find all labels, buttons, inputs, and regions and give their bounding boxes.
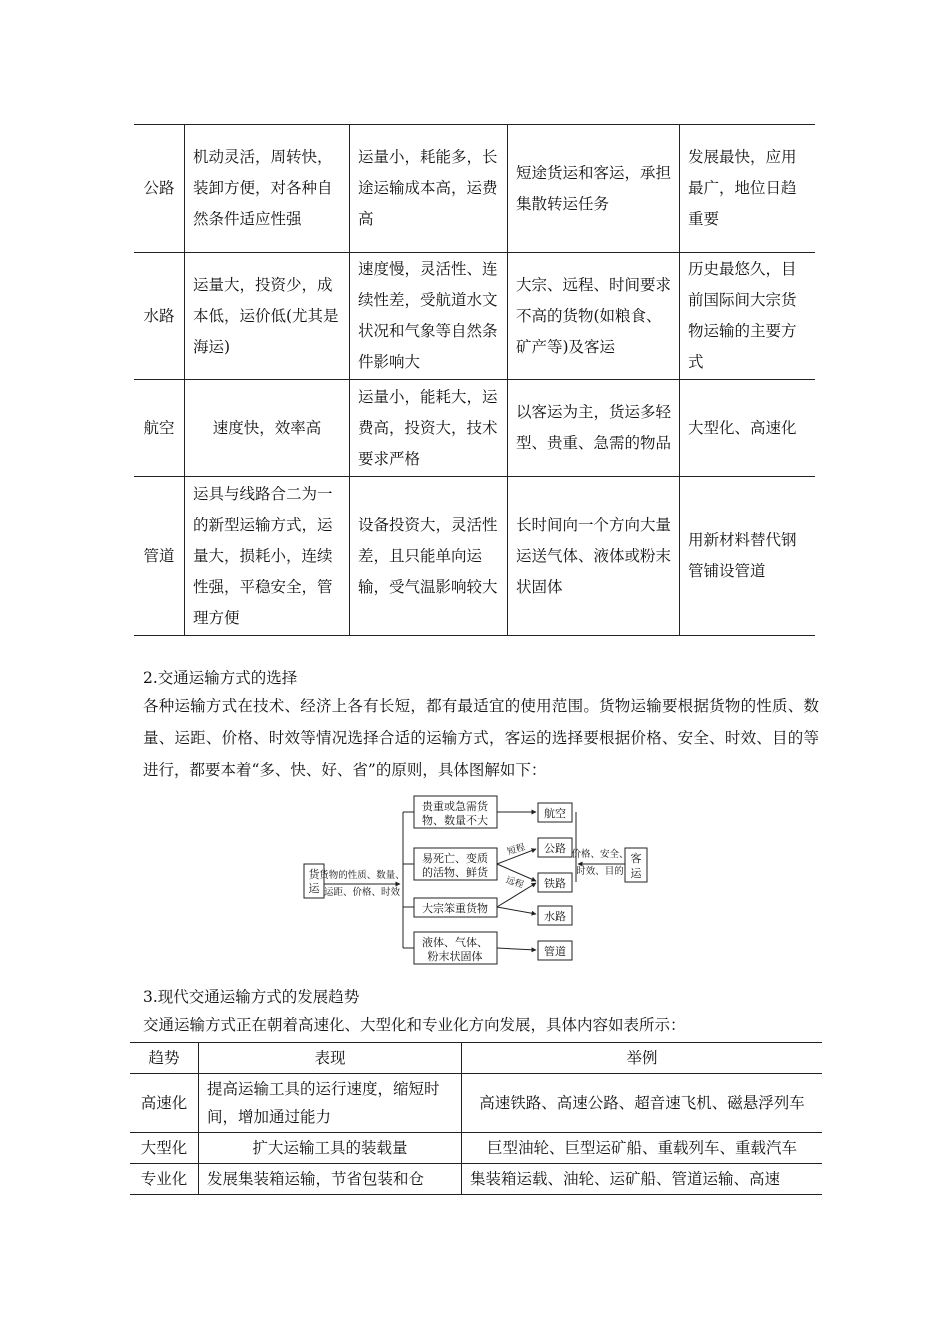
passenger-factors-line2: 时效、目的 xyxy=(576,866,624,877)
advantage-cell: 机动灵活，周转快，装卸方便，对各种自然条件适应性强 xyxy=(185,125,350,253)
disadvantage-cell: 速度慢，灵活性、连续性差，受航道水文状况和气象等自然条件影响大 xyxy=(350,253,508,380)
cargo-factors-line2: 运距、价格、时效 xyxy=(323,887,401,898)
mode-cell: 公路 xyxy=(134,125,185,253)
goods-line1: 液体、气体、 xyxy=(422,936,488,949)
performance-cell: 扩大运输工具的装载量 xyxy=(199,1133,462,1164)
column-header: 表现 xyxy=(199,1043,462,1074)
trend-cell: 专业化 xyxy=(130,1164,199,1195)
mode-label: 管道 xyxy=(544,945,566,958)
advantage-cell: 运具与线路合二为一的新型运输方式，运量大，损耗小，连续性强，平稳安全，管理方便 xyxy=(185,477,350,636)
table-row xyxy=(134,253,815,380)
goods-line2: 物、数量不大 xyxy=(422,814,488,827)
trend-table xyxy=(130,1042,822,1195)
disadvantage-cell: 运量小，能耗大，运费高，投资大，技术要求严格 xyxy=(350,380,508,477)
table-header-row xyxy=(130,1043,822,1074)
mode-label: 水路 xyxy=(544,910,566,923)
passenger-label-top: 客 xyxy=(630,852,642,865)
mode-cell: 航空 xyxy=(134,380,185,477)
short-distance-label: 短程 xyxy=(506,842,527,858)
trend-cell: 高速化 xyxy=(130,1074,199,1133)
suitable-cell: 以客运为主，货运多轻型、贵重、急需的物品 xyxy=(508,380,680,477)
suitable-cell: 短途货运和客运，承担集散转运任务 xyxy=(508,125,680,253)
example-cell: 巨型油轮、巨型运矿船、重载列车、重载汽车 xyxy=(462,1133,823,1164)
performance-cell: 提高运输工具的运行速度，缩短时间，增加通过能力 xyxy=(199,1074,462,1133)
section-heading: 3.现代交通运输方式的发展趋势 xyxy=(143,988,360,1006)
mode-label: 航空 xyxy=(544,807,566,820)
section-paragraph: 各种运输方式在技术、经济上各有长短，都有最适宜的使用范围。货物运输要根据货物的性质、数量、运距、价格、时效等情况选择合适的运输方式，客运的选择要根据价格、安全、时效、目的等进行，都要本着“多、快、好、省”的原则，具体图解如下： xyxy=(143,697,819,779)
disadvantage-cell: 运量小，耗能多，长途运输成本高，运费高 xyxy=(350,125,508,253)
mode-cell: 管道 xyxy=(134,477,185,636)
goods-line1: 大宗笨重货物 xyxy=(422,902,488,915)
advantage-cell: 速度快，效率高 xyxy=(185,380,350,477)
table-row xyxy=(134,380,815,477)
status-cell: 大型化、高速化 xyxy=(680,380,816,477)
example-cell: 高速铁路、高速公路、超音速飞机、磁悬浮列车 xyxy=(462,1074,823,1133)
goods-line2: 粉末状固体 xyxy=(427,950,483,963)
section-heading: 2.交通运输方式的选择 xyxy=(143,669,298,687)
mode-label: 铁路 xyxy=(544,877,566,890)
long-distance-label: 远程 xyxy=(504,875,525,891)
mode-cell: 水路 xyxy=(134,253,185,380)
transport-comparison-table xyxy=(134,124,815,636)
disadvantage-cell: 设备投资大，灵活性差，且只能单向运输，受气温影响较大 xyxy=(350,477,508,636)
table-row xyxy=(134,125,815,253)
advantage-cell: 运量大，投资少，成本低，运价低(尤其是海运) xyxy=(185,253,350,380)
performance-cell: 发展集装箱运输，节省包装和仓 xyxy=(199,1164,462,1195)
cargo-label-bottom: 运 xyxy=(308,882,320,895)
status-cell: 发展最快，应用最广，地位日趋重要 xyxy=(680,125,816,253)
suitable-cell: 大宗、远程、时间要求不高的货物(如粮食、矿产等)及客运 xyxy=(508,253,680,380)
passenger-factors-line1: 价格、安全、 xyxy=(571,849,629,860)
goods-line2: 的活物、鲜货 xyxy=(422,866,488,879)
cargo-label-top: 货 xyxy=(308,868,320,881)
table-row xyxy=(134,477,815,636)
goods-line1: 易死亡、变质 xyxy=(422,852,488,865)
section-paragraph: 交通运输方式正在朝着高速化、大型化和专业化方向发展，具体内容如表所示： xyxy=(143,1016,686,1034)
cargo-factors-line1: 货物的性质、数量、 xyxy=(319,870,405,881)
table-row xyxy=(130,1164,822,1195)
trend-cell: 大型化 xyxy=(130,1133,199,1164)
example-cell: 集装箱运载、油轮、运矿船、管道运输、高速 xyxy=(462,1164,823,1195)
status-cell: 用新材料替代钢管铺设管道 xyxy=(680,477,816,636)
passenger-label-bottom: 运 xyxy=(630,867,642,880)
transport-choice-diagram xyxy=(300,792,660,972)
column-header: 举例 xyxy=(462,1043,823,1074)
mode-label: 公路 xyxy=(544,842,566,855)
table-row xyxy=(130,1074,822,1133)
table-row xyxy=(130,1133,822,1164)
suitable-cell: 长时间向一个方向大量运送气体、液体或粉末状固体 xyxy=(508,477,680,636)
goods-line1: 贵重或急需货 xyxy=(422,800,488,813)
status-cell: 历史最悠久，目前国际间大宗货物运输的主要方式 xyxy=(680,253,816,380)
column-header: 趋势 xyxy=(130,1043,199,1074)
